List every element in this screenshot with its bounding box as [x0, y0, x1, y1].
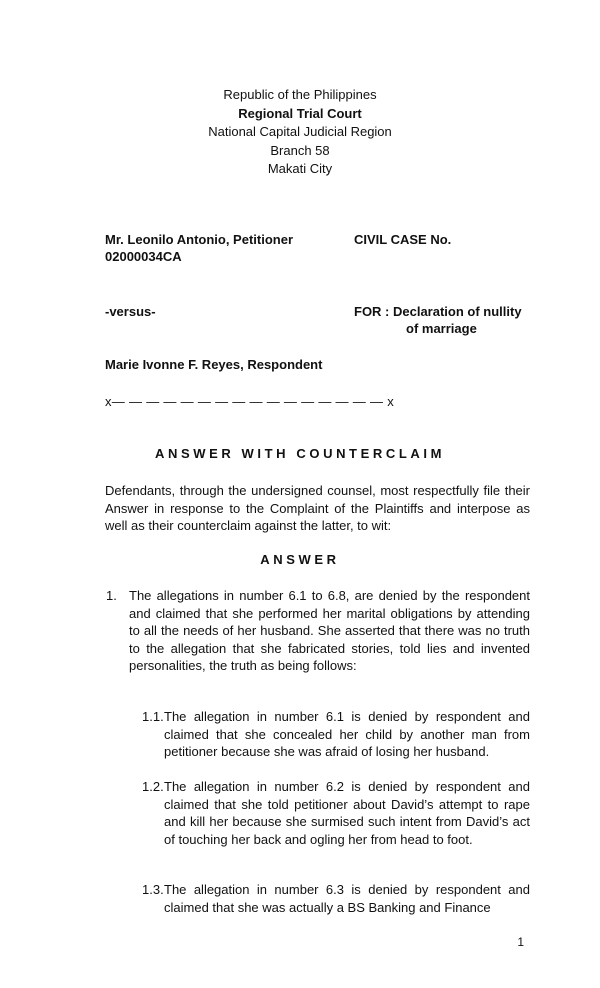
subitem-1-3-text: The allegation in number 6.3 is denied by respondent and claimed that she was actually a BS Banking and Finance — [164, 882, 530, 915]
answer-heading: ANSWER — [260, 552, 340, 567]
court-header — [0, 86, 600, 179]
header-city: Makati City — [267, 161, 333, 177]
page-number: 1 — [517, 935, 524, 949]
subitem-1-2-text: The allegation in number 6.2 is denied by respondent and claimed that she told petitioner about David’s attempt to rape and kill her because she surmised such intent from David’s act of touching her back and ogling her from head to foot. — [164, 779, 530, 847]
item-1-text: The allegations in number 6.1 to 6.8, are denied by the respondent and claimed that she performed her marital obligations by attending to all the needs of her husband. She asserted that there was no truth to the allegation that she fabricated stories, told lies and invented personalities, the truth as being follows: — [129, 588, 530, 673]
subitem-1-2-number: 1.2. — [142, 779, 164, 794]
case-number: 02000034CA — [105, 249, 182, 264]
header-region: National Capital Judicial Region — [208, 124, 392, 140]
header-republic: Republic of the Philippines — [223, 87, 377, 102]
petitioner-name: Mr. Leonilo Antonio, Petitioner — [105, 232, 294, 247]
for-line-2: of marriage — [406, 321, 477, 336]
subitem-1-3-number: 1.3. — [142, 882, 164, 897]
subitem-1-1-number: 1.1. — [142, 709, 164, 724]
caption-separator: x— — — — — — — — — — — — — — — — x — [105, 394, 394, 409]
item-1-number: 1. — [106, 588, 117, 603]
header-court: Regional Trial Court — [238, 105, 362, 121]
respondent-name: Marie Ivonne F. Reyes, Respondent — [105, 357, 323, 372]
for-line-1: FOR : Declaration of nullity — [354, 304, 522, 319]
versus-label: -versus- — [105, 304, 156, 319]
document-title: ANSWER WITH COUNTERCLAIM — [154, 446, 446, 461]
subitem-1-1-text: The allegation in number 6.1 is denied by respondent and claimed that she concealed her child by another man from petitioner because she was afraid of losing her husband. — [164, 709, 530, 759]
header-branch: Branch 58 — [270, 142, 330, 158]
intro-paragraph: Defendants, through the undersigned counsel, most respectfully file their Answer in response to the Complaint of the Plaintiffs and interpose as well as their counterclaim against the latter, to wit: — [105, 483, 530, 533]
case-label: CIVIL CASE No. — [354, 232, 452, 247]
